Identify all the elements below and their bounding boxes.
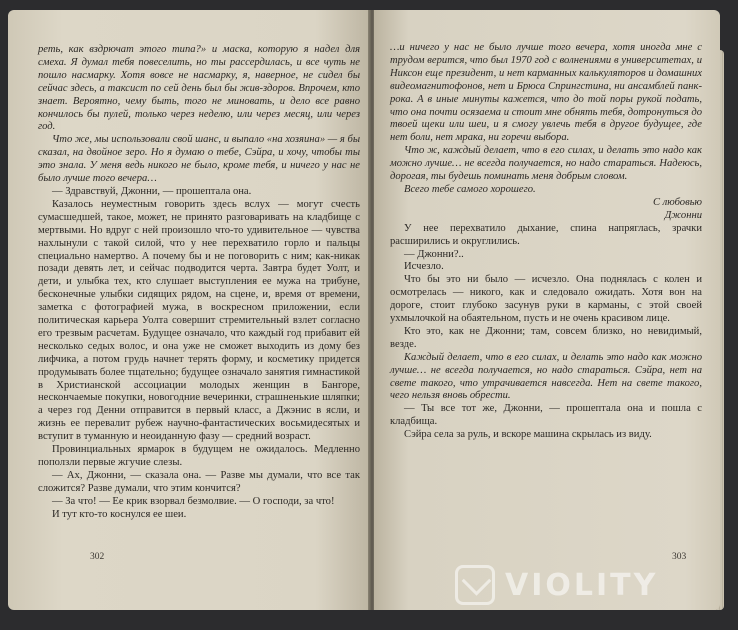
paragraph: — Здравствуй, Джонни, — прошептала она. (52, 185, 252, 197)
paragraph: Сэйра села за руль, и вскоре машина скрылась из виду. (404, 429, 652, 441)
watermark (455, 562, 725, 608)
left-page (8, 10, 370, 610)
left-page-text (38, 44, 360, 522)
paragraph: — За что! — Ее крик взорвал безмолвие. — О господи, за что! (52, 495, 335, 507)
paragraph: — Ты все тот же, Джонни, — прошептала она и пошла с кладбища. (390, 403, 702, 428)
right-page-text (390, 42, 702, 442)
signature-line: Джонни (664, 209, 702, 221)
right-page (374, 10, 720, 610)
paragraph: реть, как вздрючат этого типа?» и маска, которую я надел для смеха. Я думал тебя повеселить, но ты рассердилась, и все чуть не пошло насмарку. Хотя вовсе не насмарку, я, наверное, не сидел бы сейчас здесь, а таксист по сей день был бы жив-здоров. Впрочем, кто знает. Вероятно, чему быть, того не миновать, и дело все равно кончилось бы пулей, только через неделю, или через месяц, или через год. (38, 44, 360, 133)
paragraph: Провинциальных ярмарок в будущем не ожидалось. Медленно поползли первые жгучие слезы. (38, 444, 360, 468)
watermark-text: VIOLITY (505, 567, 659, 603)
paragraph: И тут кто-то коснулся ее шеи. (52, 508, 187, 520)
paragraph: У нее перехватило дыхание, спина напряглась, зрачки расширились и округлились. (390, 222, 702, 247)
paragraph: Что же, мы использовали свой шанс, и выпало «на хозяина» — я бы сказал, на двойное зеро. Но я думаю о тебе, Сэйра, и хочу, чтобы ты это знала. У меня ведь никого не было, кроме тебя, и ничего у нас не было лучше того вечера… (38, 134, 360, 185)
violity-logo-icon (455, 565, 495, 605)
paragraph: Всего тебе самого хорошего. (404, 183, 536, 195)
left-page-number: 302 (90, 552, 105, 562)
paragraph: Каждый делает, что в его силах, и делать это надо как можно лучше… не всегда получается, но надо стараться. Сэйра, нет на свете такого, что утрачивается навсегда. Нет на свете такого, чего нельзя вновь обрести. (390, 351, 702, 402)
paragraph: Исчезло. (404, 261, 444, 273)
signature-line: С любовью (652, 196, 702, 208)
paragraph: Что бы это ни было — исчезло. Она поднялась с колен и осмотрелась — никого, как и следовало ожидать. Хотя вон на дороге, стоит глубоко засунув руки в карманы, с этой своей ухмылочкой на обаятельном, пусть и не очень красивом лице. (390, 274, 702, 325)
paragraph: — Ах, Джонни, — сказала она. — Разве мы думали, что все так сложится? Разве думали, что этим кончится? (38, 469, 360, 494)
paragraph: Казалось неуместным говорить здесь вслух — могут счесть сумасшедшей, такое, может, не принято разговаривать на кладбище с мертвыми. Но вдруг с ней произошло что-то удивительное — чувства нахлынули с такой силой, что у нее перехватило горло и пальцы специально намертво. А почему бы и не поговорить с ним; как-никак позади девять лет, и сейчас подводится черта. Завтра будет Уолт, и дети, и улыбка тех, кто слушает выступления ее мужа на трибуне, бесконечные улыбки сидящих рядом, на сцене, и, время от времени, заметка с фотографией мужа, в воскресном приложении, если политическая карьера Уолта совершит стремительный взлет согласно его трезвым расчетам. Будущее означало, что каждый год прибавит ей несколько седых волос, и она уже не сможет выходить из дому без лифчика, а потом грудь начнет терять форму, и косметику придется продумывать более тщательно; будущее означало занятия гимнастикой в Христианской ассоциации молодых женщин в Бангоре, нескончаемые покупки, новогодние вечеринки, страшненькие шляпки; а через год Денни отправится в первый класс, а Джэнис в ясли, и жизнь ее перевалит рубеж научно-фантастических восьмидесятых и вступит в туманную и неоиданную фазу — средний возраст. (38, 198, 360, 443)
paragraph: Что ж, каждый делает, что в его силах, и делать это надо как можно лучше… не всегда получается, но надо стараться. Надеюсь, дорогая, ты будешь поминать меня добрым словом. (390, 145, 702, 183)
paragraph: …и ничего у нас не было лучше того вечера, хотя иногда мне с трудом верится, что был 1970 год с волнениями в университетах, и Никсон еще президент, и нет карманных калькуляторов и домашних видеомагнитофонов, нет и Брюса Спрингстина, ни ансамблей панк-рока. А в иные минуты кажется, что до той поры рукой подать, что она почти осязаема и стоит мне обнять тебя, дотронуться до твоей щеки или шеи, и я смогу увлечь тебя в другое будущее, где нет боли, нет мрака, ни горечи выбора. (390, 42, 702, 144)
right-page-number: 303 (672, 552, 687, 562)
paragraph: Кто это, как не Джонни; там, совсем близко, но невидимый, везде. (390, 325, 702, 350)
paragraph: — Джонни?.. (404, 248, 464, 260)
open-book (8, 10, 726, 622)
